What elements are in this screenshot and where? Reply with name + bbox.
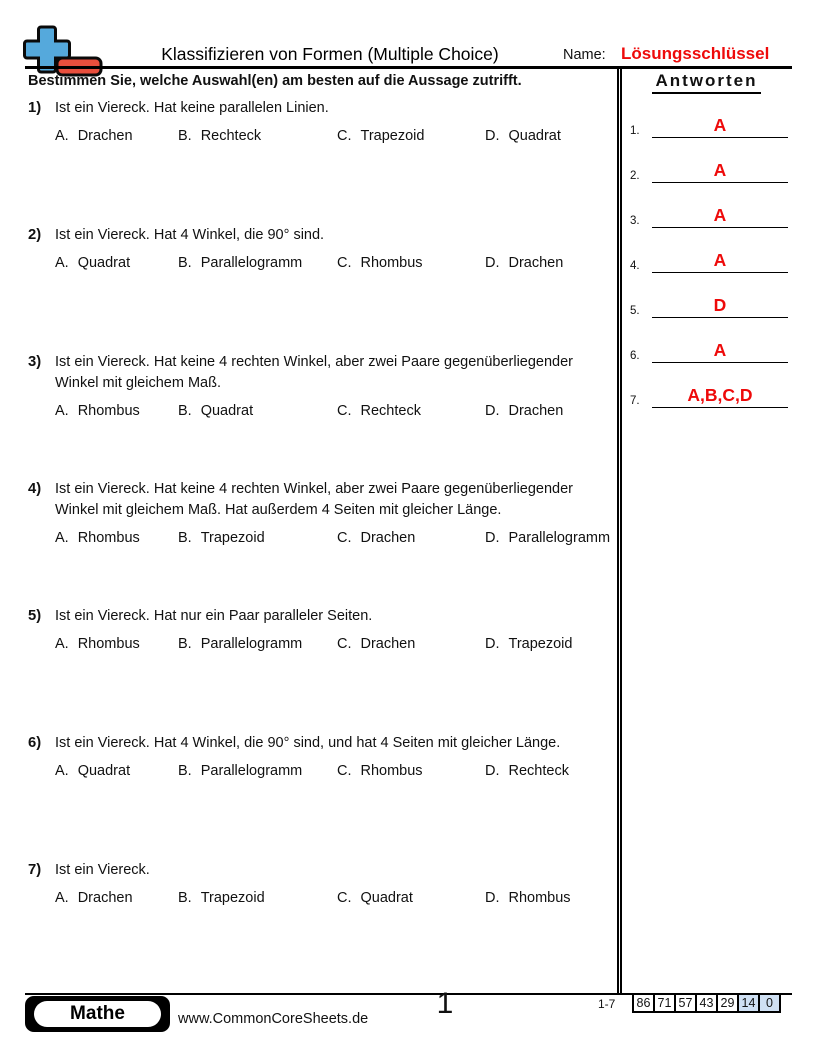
option-a: A. Rhombus [55,636,140,652]
question-text: Ist ein Viereck. [55,862,150,878]
option-d: D. Rechteck [485,763,569,779]
answer-blank-line [652,249,788,274]
answer-value: A [713,114,727,135]
option-c: C. Trapezoid [337,128,425,144]
answer-blank-line [652,384,788,409]
answer-key-label: Lösungsschlüssel [621,44,770,63]
score-cell: 29 [716,993,739,1013]
option-c: C. Drachen [337,636,416,652]
answer-number: 6. [630,350,640,362]
answer-blank-line [652,204,788,229]
answer-row-7 [630,378,788,408]
option-c: C. Drachen [337,530,416,546]
instruction-text: Bestimmen Sie, welche Auswahl(en) am besten auf die Aussage zutrifft. [28,73,522,89]
question-text: Ist ein Viereck. Hat nur ein Paar paralleler Seiten. [55,608,373,624]
answer-blank-line [652,339,788,364]
answer-number: 5. [630,305,640,317]
option-c: C. Rechteck [337,403,421,419]
question-number: 1) [28,100,42,116]
question-6 [28,733,617,779]
option-b: B. Parallelogramm [178,763,303,779]
option-c: C. Rhombus [337,763,423,779]
question-number: 4) [28,481,42,497]
option-d: D. Rhombus [485,890,571,906]
header-rule [25,66,792,69]
answer-value: A [713,204,727,225]
score-cell: 71 [653,993,676,1013]
option-c: C. Quadrat [337,890,413,906]
option-b: B. Parallelogramm [178,636,303,652]
answer-row-4 [630,243,788,273]
option-d: D. Drachen [485,255,564,271]
question-5 [28,606,617,652]
website-url: www.CommonCoreSheets.de [178,1011,369,1027]
question-text: Ist ein Viereck. Hat 4 Winkel, die 90° sind. [55,227,325,243]
option-b: B. Rechteck [178,128,262,144]
score-table [632,993,781,1013]
answer-number: 2. [630,170,640,182]
question-number: 3) [28,354,42,370]
option-a: A. Drachen [55,128,133,144]
question-number: 5) [28,608,42,624]
question-7 [28,860,617,906]
option-b: B. Parallelogramm [178,255,303,271]
option-b: B. Trapezoid [178,530,265,546]
question-number: 2) [28,227,42,243]
answers-header [623,71,790,94]
option-d: D. Quadrat [485,128,561,144]
option-a: A. Quadrat [55,255,131,271]
subject-label: Mathe [34,1001,161,1027]
name-label: Name: [563,47,606,63]
page-number: 1 [436,987,454,1020]
option-b: B. Quadrat [178,403,254,419]
answer-row-2 [630,153,788,183]
question-2 [28,225,617,271]
option-d: D. Trapezoid [485,636,573,652]
answer-value: A,B,C,D [687,384,753,405]
answer-row-6 [630,333,788,363]
answer-row-3 [630,198,788,228]
question-3 [28,352,617,419]
question-4 [28,479,617,546]
score-cell: 86 [632,993,655,1013]
answer-number: 4. [630,260,640,272]
option-a: A. Quadrat [55,763,131,779]
answer-blank-line [652,294,788,319]
page-title: Klassifizieren von Formen (Multiple Choice) [161,44,499,64]
option-d: D. Drachen [485,403,564,419]
option-a: A. Rhombus [55,403,140,419]
score-range-label: 1-7 [598,997,616,1011]
subject-badge [25,996,170,1032]
option-b: B. Trapezoid [178,890,265,906]
answers-title: Antworten [652,71,760,94]
answer-number: 7. [630,395,640,407]
option-c: C. Rhombus [337,255,423,271]
answer-blank-line [652,159,788,184]
score-cell: 57 [674,993,697,1013]
answer-value: A [713,339,727,360]
question-text: Ist ein Viereck. Hat keine 4 rechten Winkel, aber zwei Paare gegenüberliegender Winkel mit gleichem Maß. Hat außerdem 4 Seiten mit gleicher Länge. [55,481,573,518]
answer-number: 3. [630,215,640,227]
answer-blank-line [652,114,788,139]
answer-number: 1. [630,125,640,137]
score-cell-highlighted: 14 [737,993,760,1013]
answer-row-5 [630,288,788,318]
answer-value: D [713,294,727,315]
option-a: A. Rhombus [55,530,140,546]
question-text: Ist ein Viereck. Hat 4 Winkel, die 90° sind, und hat 4 Seiten mit gleicher Länge. [55,735,561,751]
question-text: Ist ein Viereck. Hat keine parallelen Linien. [55,100,329,116]
column-divider [617,69,622,993]
option-a: A. Drachen [55,890,133,906]
score-cell-highlighted: 0 [758,993,781,1013]
answer-row-1 [630,108,788,138]
question-number: 6) [28,735,42,751]
answer-value: A [713,159,727,180]
answer-value: A [713,249,727,270]
question-1 [28,98,617,144]
question-text: Ist ein Viereck. Hat keine 4 rechten Winkel, aber zwei Paare gegenüberliegender Winkel mit gleichem Maß. [55,354,573,391]
option-d: D. Parallelogramm [485,530,611,546]
score-cell: 43 [695,993,718,1013]
question-number: 7) [28,862,42,878]
